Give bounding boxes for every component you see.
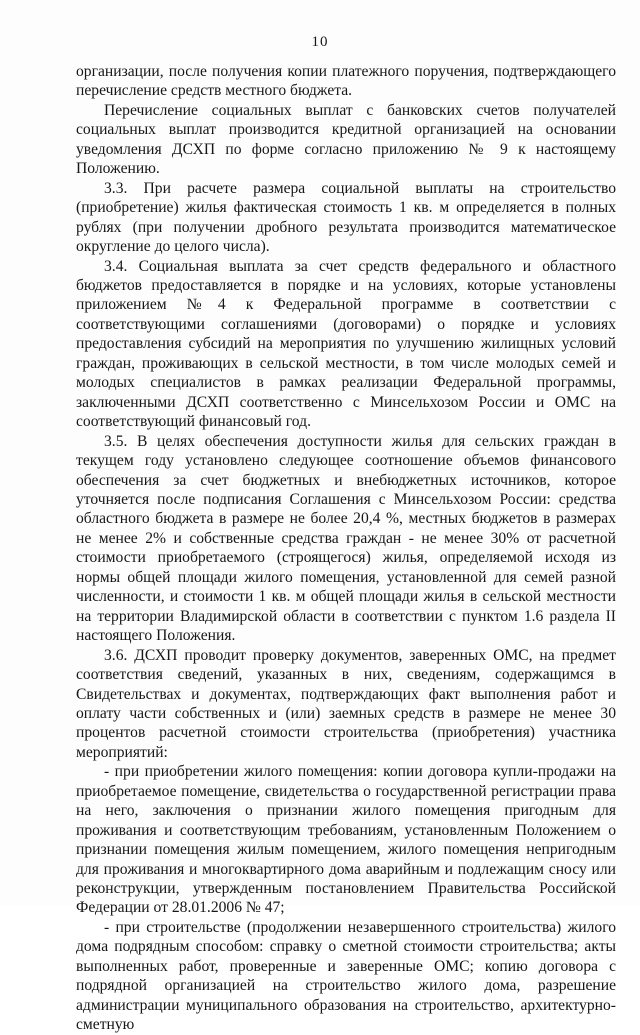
document-body: [76, 62, 616, 1035]
paragraph-3-3: 3.3. При расчете размера социальной выплаты на строительство (приобретение) жилья фактическая стоимость 1 кв. м определяется в полных рублях (при получении дробного результата производится математическое округление до целого числа).: [76, 179, 616, 256]
paragraph-purchase-documents: - при приобретении жилого помещения: копии договора купли-продажи на приобретаемое помещение, свидетельства о государственной регистрации права на него, заключения о признании жилого помещения пригодным для проживания и соответствующим требованиям, установленным Положением о признании помещения жилым помещением, жилого помещения непригодным для проживания и многоквартирного дома аварийным и подлежащим сносу или реконструкции, утвержденным постановлением Правительства Российской Федерации от 28.01.2006 № 47;: [76, 763, 616, 917]
page-number: 10: [311, 34, 329, 50]
paragraph-transfer: Перечисление социальных выплат с банковских счетов получателей социальных выплат производится кредитной организацией на основании уведомления ДСХП по форме согласно приложению № 9 к настоящему Положению.: [76, 101, 616, 178]
paragraph-3-5: 3.5. В целях обеспечения доступности жилья для сельских граждан в текущем году установлено следующее соотношение объемов финансового обеспечения за счет бюджетных и внебюджетных источников, которое уточняется после подписания Соглашения с Минсельхозом России: средства областного бюджета в размере не более 20,4 %, местных бюджетов в размерах не менее 2% и собственные средства граждан - не менее 30% от расчетной стоимости приобретаемого (строящегося) жилья, определяемой исходя из нормы общей площади жилого помещения, установленной для семей разной численности, и стоимости 1 кв. м общей площади жилья в сельской местности на территории Владимирской области в соответствии с пунктом 1.6 раздела II настоящего Положения.: [76, 432, 616, 645]
paragraph-construction-documents: - при строительстве (продолжении незавершенного строительства) жилого дома подрядным способом: справку о сметной стоимости строительства; акты выполненных работ, проверенные и заверенные ОМС; копию договора с подрядной организацией на строительство жилого дома, разрешение администрации муниципального образования на строительство, архитектурно-сметную: [76, 918, 616, 1034]
paragraph-continuation: организации, после получения копии платежного поручения, подтверждающего перечисление средств местного бюджета.: [76, 63, 616, 100]
paragraph-3-6: 3.6. ДСХП проводит проверку документов, заверенных ОМС, на предмет соответствия сведений, указанных в них, сведениям, содержащимся в Свидетельствах и документах, подтверждающих факт выполнения работ и оплату части собственных и (или) заемных средств в размере не менее 30 процентов расчетной стоимости строительства (приобретения) участника мероприятий:: [76, 646, 616, 761]
paragraph-3-4: 3.4. Социальная выплата за счет средств федерального и областного бюджетов предоставляется в порядке и на условиях, которые установлены приложением №4 к Федеральной программе в соответствии с соответствующими соглашениями (договорами) о порядке и условиях предоставления субсидий на мероприятия по улучшению жилищных условий граждан, проживающих в сельской местности, в том числе молодых семей и молодых специалистов в рамках реализации Федеральной программы, заключенными ДСХП соответственно с Минсельхозом России и ОМС на соответствующий финансовый год.: [76, 257, 616, 431]
